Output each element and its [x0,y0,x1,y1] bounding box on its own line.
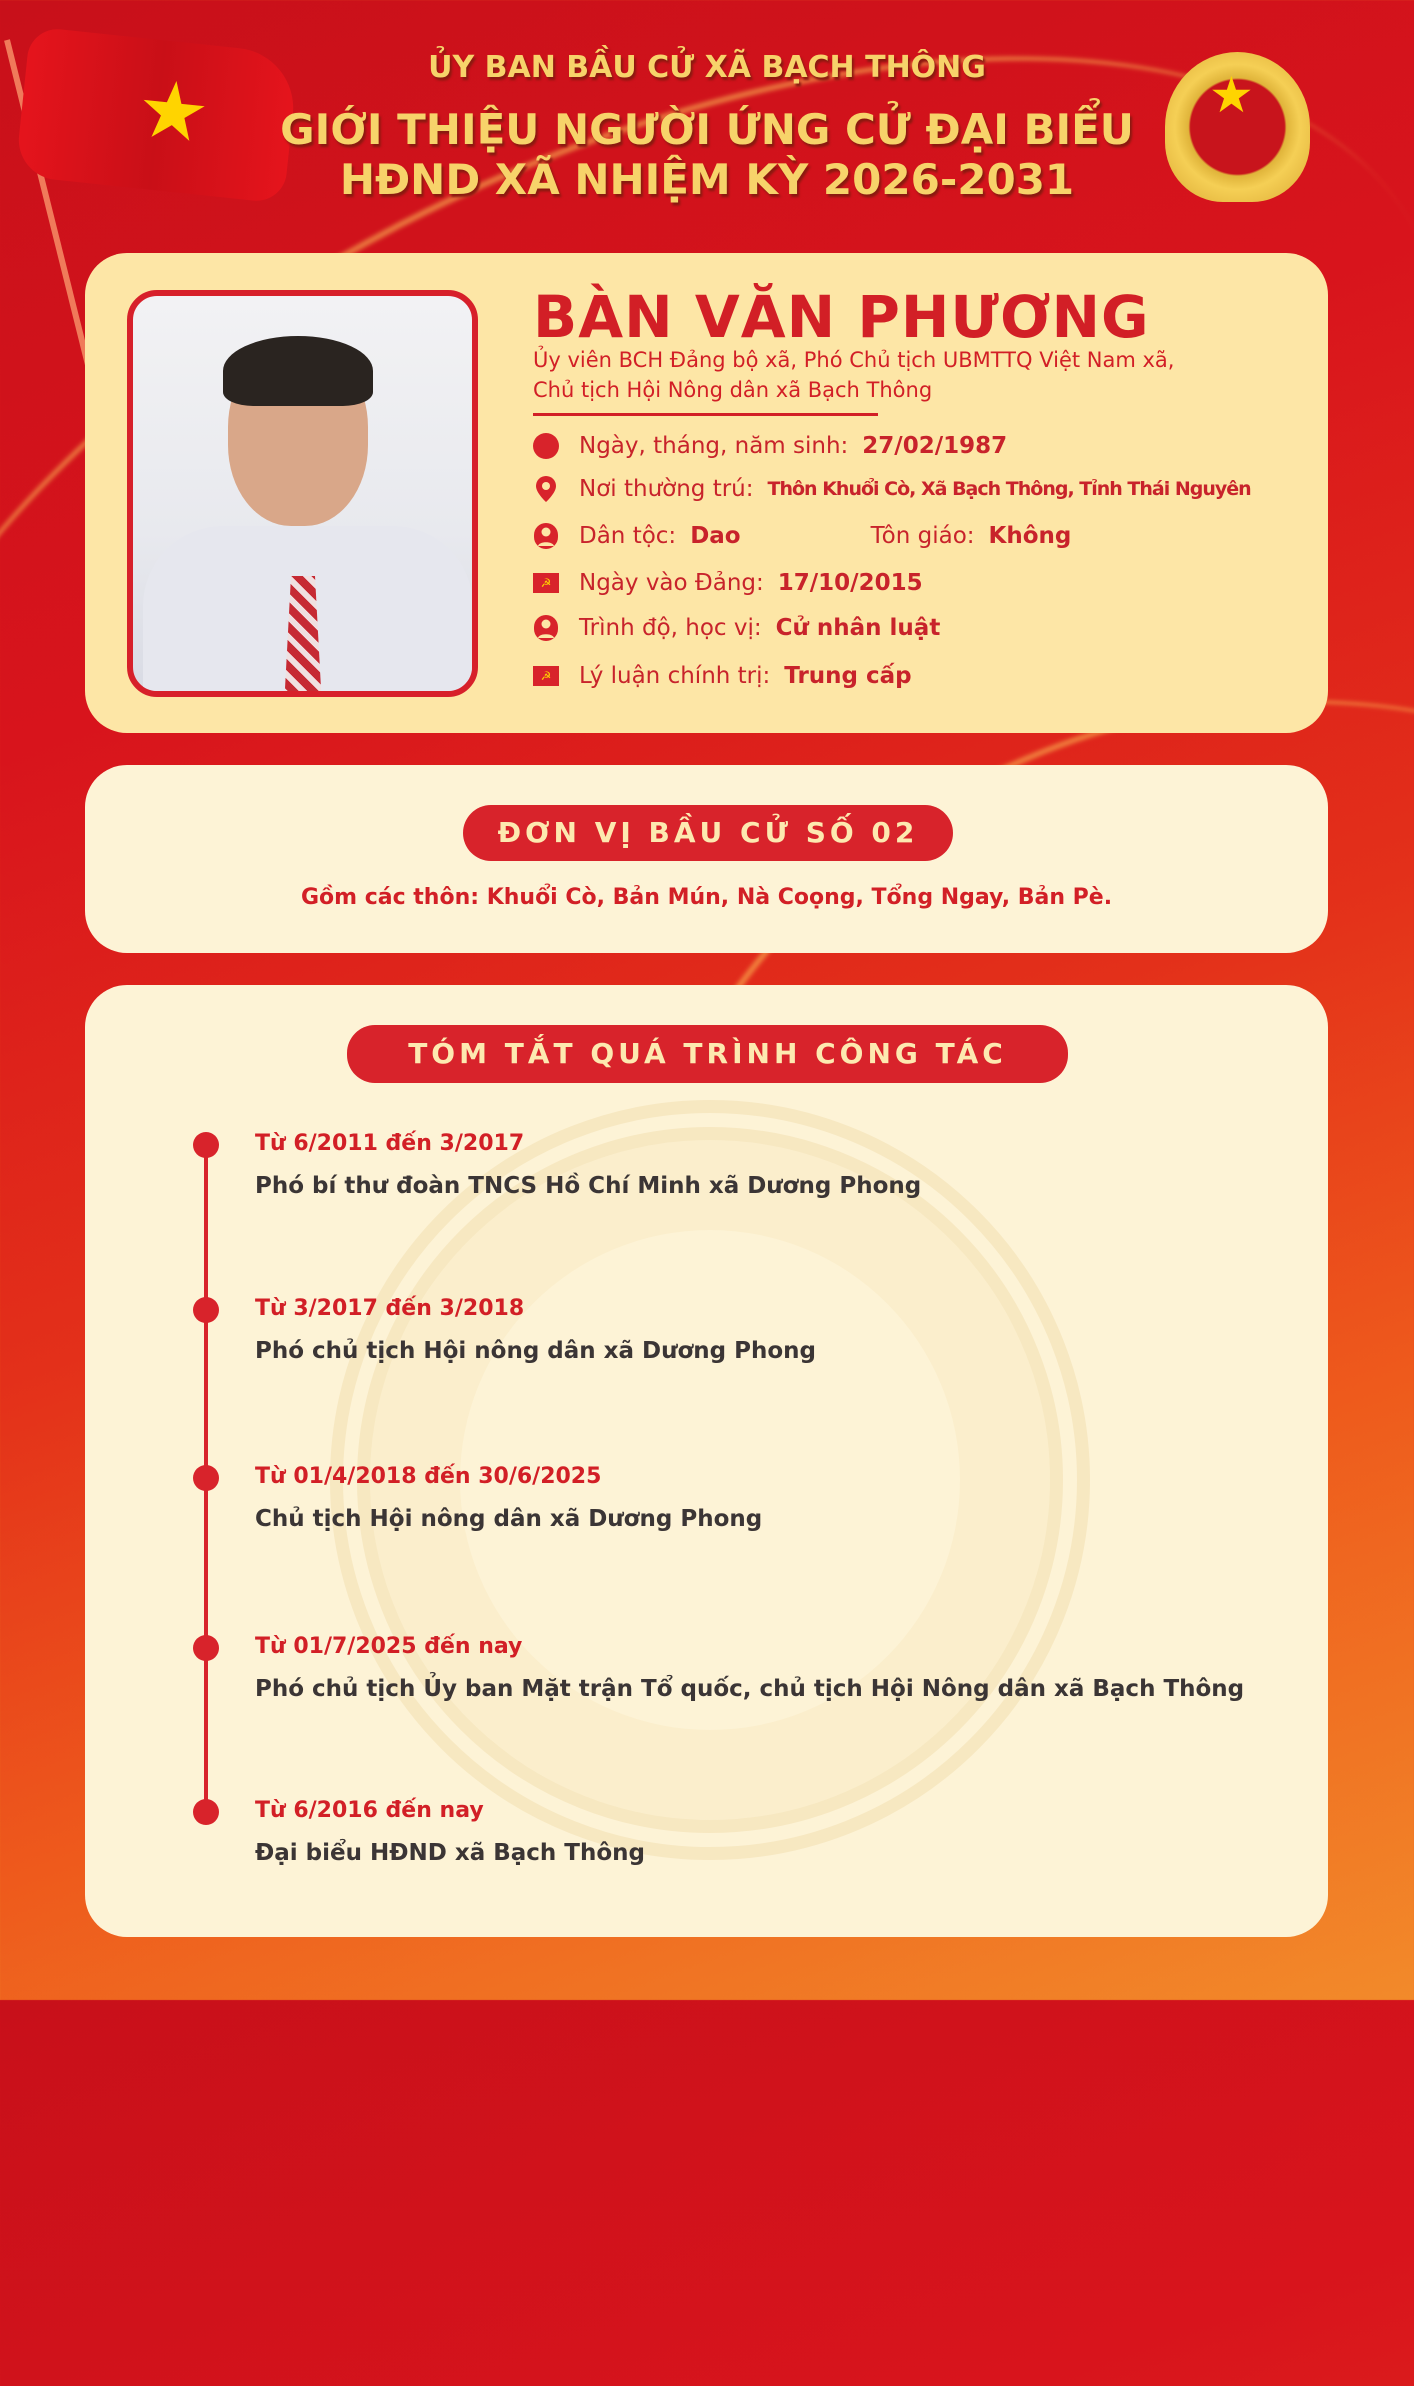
religion-value: Không [988,523,1072,549]
education-label: Trình độ, học vị: [579,615,762,641]
timeline-description: Phó chủ tịch Ủy ban Mặt trận Tổ quốc, chủ tịch Hội Nông dân xã Bạch Thông [255,1676,1245,1702]
profile-card [85,253,1328,733]
timeline-date: Từ 01/4/2018 đến 30/6/2025 [255,1464,602,1489]
divider [533,413,878,416]
electoral-unit-card [85,765,1328,953]
party-date-value: 17/10/2015 [777,570,923,596]
person-icon [533,523,559,549]
party-date-row [533,570,923,596]
org-name: ỦY BAN BẦU CỬ XÃ BẠCH THÔNG [428,50,986,85]
residence-row [533,476,1251,502]
timeline-dot [193,1132,219,1158]
national-emblem-icon: ★ [1165,52,1310,202]
dot-icon [533,433,559,459]
timeline-date: Từ 6/2016 đến nay [255,1798,484,1823]
career-title: TÓM TẮT QUÁ TRÌNH CÔNG TÁC [347,1025,1068,1083]
electoral-unit-villages: Gồm các thôn: Khuổi Cò, Bản Mún, Nà Coọng, Tổng Ngay, Bản Pè. [300,885,1113,910]
timeline-date: Từ 3/2017 đến 3/2018 [255,1296,525,1321]
timeline-date: Từ 01/7/2025 đến nay [255,1634,523,1659]
timeline-dot [193,1297,219,1323]
vietnam-flag-icon: ★ [15,26,299,203]
career-card [85,985,1328,1937]
candidate-photo [127,290,478,697]
page-title-line1: GIỚI THIỆU NGƯỜI ỨNG CỬ ĐẠI BIỂU [280,105,1134,154]
ethnicity-value: Dao [690,523,741,549]
religion-label: Tôn giáo: [870,523,975,549]
electoral-unit-title: ĐƠN VỊ BẦU CỬ SỐ 02 [463,805,953,861]
education-value: Cử nhân luật [775,615,941,641]
timeline-dot [193,1799,219,1825]
timeline-date: Từ 6/2011 đến 3/2017 [255,1131,525,1156]
dob-label: Ngày, tháng, năm sinh: [579,433,849,459]
candidate-position: Chủ tịch Hội Nông dân xã Bạch Thông [533,378,933,402]
political-label: Lý luận chính trị: [579,663,771,689]
dob-value: 27/02/1987 [862,433,1008,459]
timeline-dot [193,1465,219,1491]
political-value: Trung cấp [784,663,912,689]
residence-label: Nơi thường trú: [579,476,754,502]
timeline-description: Chủ tịch Hội nông dân xã Dương Phong [255,1506,763,1532]
ethnicity-row [533,523,1071,549]
party-flag-icon: ☭ [533,570,559,596]
location-pin-icon [533,476,559,502]
timeline-description: Đại biểu HĐND xã Bạch Thông [255,1840,646,1866]
timeline-dot [193,1635,219,1661]
timeline-description: Phó chủ tịch Hội nông dân xã Dương Phong [255,1338,816,1364]
party-date-label: Ngày vào Đảng: [579,570,764,596]
dob-row [533,433,1007,459]
residence-value: Thôn Khuổi Cò, Xã Bạch Thông, Tỉnh Thái Nguyên [767,478,1251,500]
page-title-line2: HĐND XÃ NHIỆM KỲ 2026-2031 [339,155,1075,204]
education-row [533,615,940,641]
party-flag-icon: ☭ [533,663,559,689]
timeline-description: Phó bí thư đoàn TNCS Hồ Chí Minh xã Dương Phong [255,1173,922,1199]
person-icon [533,615,559,641]
candidate-position: Ủy viên BCH Đảng bộ xã, Phó Chủ tịch UBMTTQ Việt Nam xã, [533,348,1175,372]
ethnicity-label: Dân tộc: [579,523,677,549]
candidate-name: BÀN VĂN PHƯƠNG [533,283,1150,351]
political-row [533,663,912,689]
